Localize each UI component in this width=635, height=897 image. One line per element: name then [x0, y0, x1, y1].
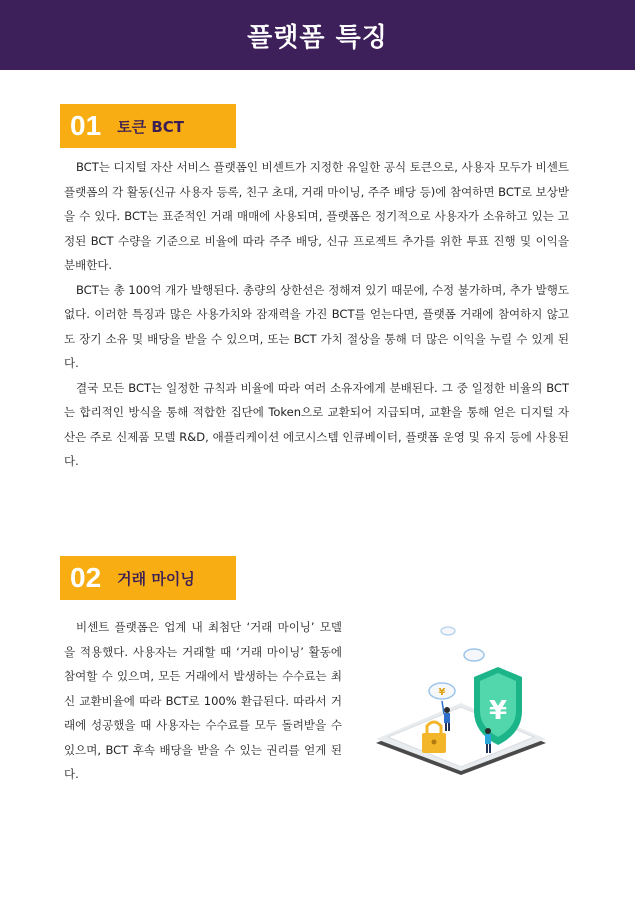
section-02-body	[64, 615, 342, 787]
page-header	[0, 0, 635, 70]
token-mining-illustration	[366, 615, 556, 775]
section-02-heading	[60, 556, 236, 600]
yen-icon: ¥	[488, 696, 508, 726]
coin-icon	[464, 649, 484, 661]
token-mining-isometric-illustration	[366, 615, 556, 775]
section-01-body	[64, 155, 569, 474]
section-title: 거래 마이닝	[117, 569, 195, 588]
section-number: 02	[70, 562, 102, 593]
section-title: 토큰 BCT	[117, 117, 185, 136]
page-title: 플랫폼 특징	[247, 22, 388, 53]
section-number: 01	[70, 110, 102, 141]
yen-icon: ¥	[438, 687, 446, 698]
section-01-heading	[60, 104, 236, 148]
paragraph: 결국 모든 BCT는 일정한 규칙과 비율에 따라 여러 소유자에게 분배된다. 그 중 일정한 비율의 BCT는 합리적인 방식을 통해 적합한 집단에 Token으로 교환되어 지급되며, 교환을 통해 얻은 디지털 자산은 주로 신제품 모델 R&D, 애플리케이션 에코시스템 인큐베이터, 플랫폼 운영 및 유지 등에 사용된다.	[64, 380, 569, 468]
coin-icon	[441, 627, 455, 635]
paragraph: 비센트 플랫폼은 업계 내 최첨단 ‘거래 마이닝’ 모델을 적용했다. 사용자는 거래할 때 ‘거래 마이닝’ 활동에 참여할 수 있으며, 모든 거래에서 발생하는 수수료는 최신 교환비율에 따라 BCT로 100% 환급된다. 따라서 거래에 성공했을 때 사용자는 수수료를 모두 돌려받을 수 있으며, BCT 후속 배당을 받을 수 있는 권리를 얻게 된다.	[64, 620, 342, 781]
paragraph: BCT는 총 100억 개가 발행된다. 총량의 상한선은 정해져 있기 때문에, 수정 불가하며, 추가 발행도 없다. 이러한 특징과 많은 사용가치와 잠재력을 가진 BCT를 얻는다면, 플랫폼 거래에 참여하지 않고도 장기 소유 및 배당을 받을 수 있으며, 또는 BCT 가치 절상을 통해 더 많은 이익을 누릴 수 있게 된다.	[64, 282, 569, 370]
paragraph: BCT는 디지털 자산 서비스 플랫폼인 비센트가 지정한 유일한 공식 토큰으로, 사용자 모두가 비센트 플랫폼의 각 활동(신규 사용자 등록, 친구 초대, 거래 마이닝, 주주 배당 등)에 참여하면 BCT로 보상받을 수 있다. BCT는 표준적인 거래 매매에 사용되며, 플랫폼은 정기적으로 사용자가 소유하고 있는 고정된 BCT 수량을 기준으로 비율에 따라 주주 배당, 신규 프로젝트 추가를 위한 투표 진행 및 이익을 분배한다.	[64, 160, 569, 272]
